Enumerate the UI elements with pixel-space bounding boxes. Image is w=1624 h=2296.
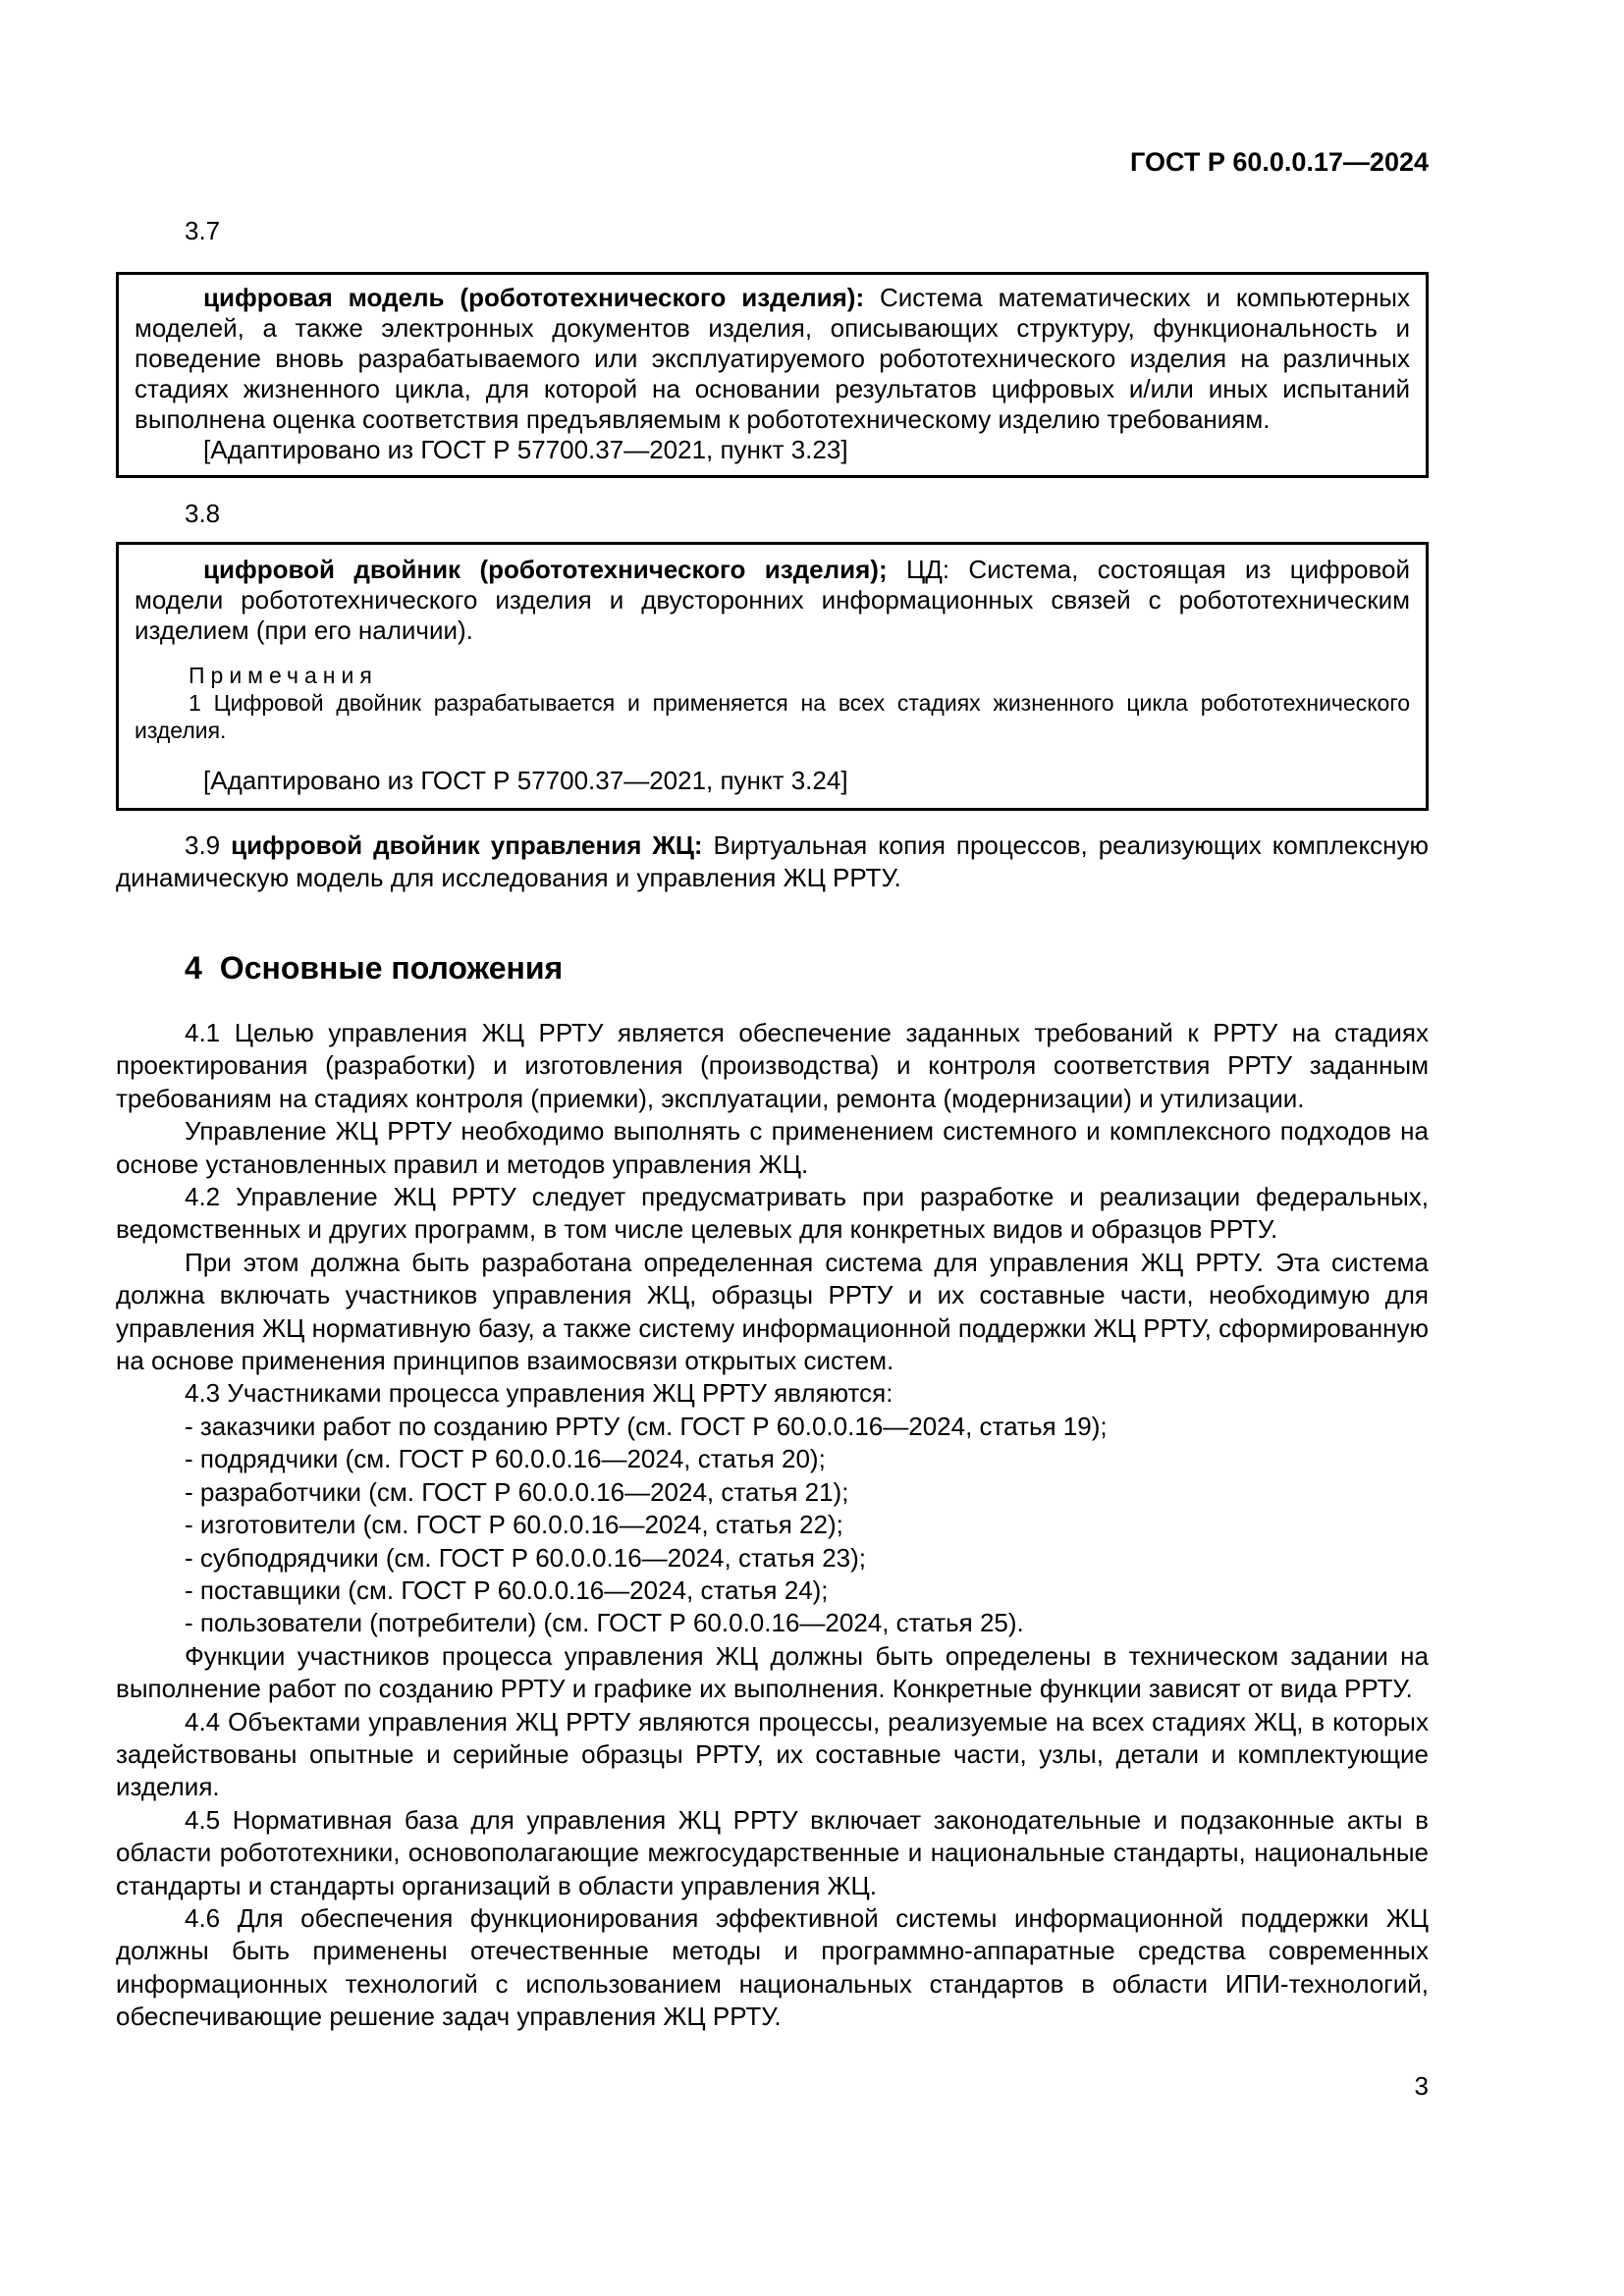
- term-box-3-8: [116, 542, 1429, 811]
- paragraph-4-1-cont: Управление ЖЦ РРТУ необходимо выполнять с применением системного и комплексного подходов на основе установленных правил и методов управления ЖЦ.: [116, 1116, 1429, 1179]
- notes-title: Примечания: [189, 663, 378, 688]
- paragraph-4-3: 4.3 Участниками процесса управления ЖЦ РРТУ являются:: [185, 1378, 893, 1409]
- term-definition-3-7: [135, 283, 1410, 435]
- list-item: - субподрядчики (см. ГОСТ Р 60.0.0.16—2024, статья 23);: [185, 1542, 867, 1573]
- term-box-3-7: [116, 272, 1429, 478]
- adapted-note-3-8: [Адаптировано из ГОСТ Р 57700.37—2021, пункт 3.24]: [203, 766, 848, 795]
- clause-3-7-label: 3.7: [185, 216, 221, 245]
- paragraph-4-3-cont: Функции участников процесса управления ЖЦ должны быть определены в техническом задании на выполнение работ по созданию РРТУ и графике их выполнения. Конкретные функции зависят от вида РРТУ.: [116, 1640, 1429, 1704]
- list-item: - заказчики работ по созданию РРТУ (см. ГОСТ Р 60.0.0.16—2024, статья 19);: [185, 1411, 1108, 1441]
- term-3-7: цифровая модель (робототехнического изделия):: [203, 283, 865, 312]
- term-3-9: цифровой двойник управления ЖЦ:: [231, 830, 703, 860]
- running-header-standard-code: ГОСТ Р 60.0.0.17—2024: [1130, 147, 1429, 177]
- list-item: - пользователи (потребители) (см. ГОСТ Р 60.0.0.16—2024, статья 25).: [185, 1608, 1024, 1638]
- list-item: - изготовители (см. ГОСТ Р 60.0.0.16—2024, статья 22);: [185, 1510, 843, 1540]
- paragraph-4-4: 4.4 Объектами управления ЖЦ РРТУ являются процессы, реализуемые на всех стадиях ЖЦ, в которых задействованы опытные и серийные образцы РРТУ, их составные части, узлы, детали и комплектующие изделия.: [116, 1706, 1429, 1802]
- list-item: - поставщики (см. ГОСТ Р 60.0.0.16—2024, статья 24);: [185, 1575, 829, 1605]
- paragraph-4-6: 4.6 Для обеспечения функционирования эффективной системы информационной поддержки ЖЦ должны быть применены отечественные методы и программно-аппаратные средства современных информационных технологий с использованием национальных стандартов в области ИПИ-технологий, обеспечивающие решение задач управления ЖЦ РРТУ.: [116, 1902, 1429, 2032]
- section-4-body: [116, 1017, 1429, 2034]
- definition-3-9: Виртуальная копия процессов, реализующих комплексную динамическую модель для исследования и управления ЖЦ РРТУ.: [116, 830, 1430, 892]
- term-3-8: цифровой двойник (робототехнического изделия);: [203, 555, 888, 584]
- list-item: - подрядчики (см. ГОСТ Р 60.0.0.16—2024, статья 20);: [185, 1444, 826, 1474]
- section-4-number: 4: [185, 950, 202, 986]
- definition-3-8: ЦД: Система, состоящая из цифровой модели робототехнического изделия и двусторонних информационных связей с робототехническим изделием (при его наличии).: [135, 555, 1410, 645]
- term-definition-3-8: [135, 555, 1410, 646]
- clause-3-8-label: 3.8: [185, 499, 221, 528]
- list-item: - разработчики (см. ГОСТ Р 60.0.0.16—2024, статья 21);: [185, 1476, 849, 1507]
- note-1: 1 Цифровой двойник разрабатывается и применяется на всех стадиях жизненного цикла робототехнического изделия.: [135, 690, 1410, 743]
- section-4-heading: [116, 948, 1497, 988]
- section-4-title: Основные положения: [219, 950, 564, 986]
- paragraph-4-1: 4.1 Целью управления ЖЦ РРТУ является обеспечение заданных требований к РРТУ на стадиях проектирования (разработки) и изготовления (производства) и контроля соответствия РРТУ заданным требованиям на стадиях контроля (приемки), эксплуатации, ремонта (модернизации) и утилизации.: [116, 1018, 1429, 1113]
- clause-3-9-number: 3.9: [185, 830, 221, 860]
- paragraph-4-5: 4.5 Нормативная база для управления ЖЦ РРТУ включает законодательные и подзаконные акты в области робототехники, основополагающие межгосударственные и национальные стандарты, национальные стандарты и стандарты организаций в области управления ЖЦ.: [116, 1804, 1429, 1900]
- paragraph-4-2-cont: При этом должна быть разработана определенная система для управления ЖЦ РРТУ. Эта система должна включать участников управления ЖЦ, образцы РРТУ и их составные части, необходимую для управления ЖЦ нормативную базу, а также систему информационной поддержки ЖЦ РРТУ, сформированную на основе применения принципов взаимосвязи открытых систем.: [116, 1247, 1429, 1376]
- page-number: 3: [1414, 2071, 1429, 2101]
- clause-3-9-paragraph: [116, 829, 1429, 894]
- definition-3-7: Система математических и компьютерных моделей, а также электронных документов изделия, описывающих структуру, функциональность и поведение вновь разрабатываемого или эксплуатируемого робототехнического изделия на различных стадиях жизненного цикла, для которой на основании результатов цифровых и/или иных испытаний выполнена оценка соответствия предъявляемым к робототехническому изделию требованиям.: [135, 283, 1410, 434]
- adapted-note-3-7: [Адаптировано из ГОСТ Р 57700.37—2021, пункт 3.23]: [203, 435, 848, 464]
- clause-3-9: [116, 829, 1429, 894]
- paragraph-4-2: 4.2 Управление ЖЦ РРТУ следует предусматривать при разработке и реализации федеральных, ведомственных и других программ, в том числе целевых для конкретных видов и образцов РРТУ.: [116, 1182, 1429, 1245]
